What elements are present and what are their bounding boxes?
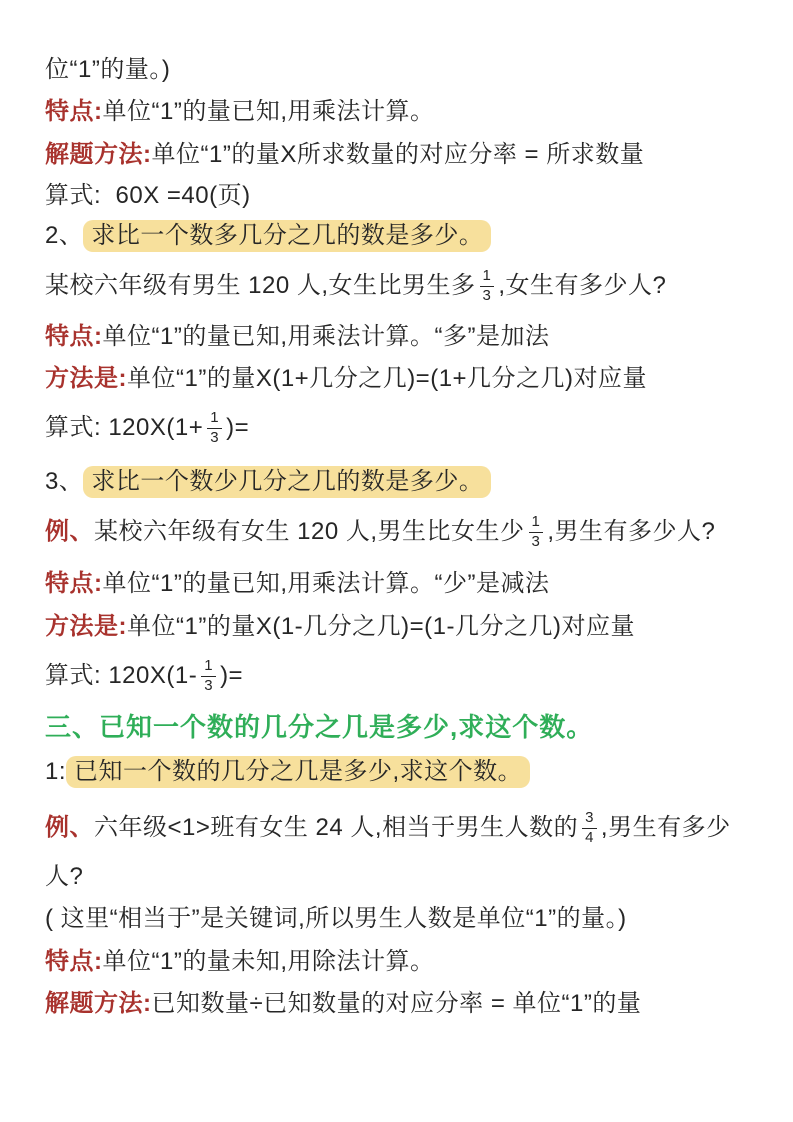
example-line-4 (45, 799, 773, 857)
feature-text: 单位“1”的量已知,用乘法计算。 (102, 98, 435, 125)
fraction-one-third (207, 410, 222, 446)
feature-line-2 (45, 320, 773, 354)
fraction-numerator: 3 (582, 810, 597, 829)
method-text: 单位“1”的量X(1-几分之几)=(1-几分之几)对应量 (127, 613, 636, 640)
problem-text-post: ,女生有多少人? (498, 272, 667, 299)
fraction-denominator: 3 (210, 428, 220, 446)
example-text-pre: 某校六年级有女生 120 人,男生比女生少 (94, 518, 525, 545)
highlighted-title: 求比一个数多几分之几的数是多少。 (83, 220, 491, 252)
line-text: 位“1”的量。) (45, 56, 171, 83)
formula-text-post: )= (226, 414, 250, 441)
feature-line-1 (45, 95, 773, 129)
formula-line-3 (45, 647, 773, 705)
fraction-denominator: 3 (482, 286, 492, 304)
problem-text-pre: 某校六年级有男生 120 人,女生比男生多 (45, 272, 476, 299)
solution-method-text: 单位“1”的量X所求数量的对应分率 = 所求数量 (151, 141, 645, 168)
method-label: 方法是: (45, 365, 127, 392)
formula-text-pre: 算式: 120X(1+ (45, 414, 204, 441)
feature-text: 单位“1”的量已知,用乘法计算。“多”是加法 (102, 323, 550, 350)
highlighted-title: 求比一个数少几分之几的数是多少。 (83, 466, 491, 498)
formula-line-1 (45, 179, 773, 213)
subsection-title-3-1 (45, 755, 773, 789)
example-line-3 (45, 503, 773, 561)
subsection-number: 3、 (45, 468, 84, 495)
example-text-pre: 六年级<1>班有女生 24 人,相当于男生人数的 (94, 814, 579, 841)
problem-line-2 (45, 257, 773, 315)
formula-text-pre: 算式: 120X(1- (45, 662, 198, 689)
solution-method-line-2 (45, 987, 773, 1021)
feature-label: 特点: (45, 570, 103, 597)
fraction-numerator: 1 (201, 658, 216, 677)
fraction-numerator: 1 (529, 514, 544, 533)
solution-method-label: 解题方法: (45, 141, 152, 168)
note-line (45, 902, 773, 936)
fraction-three-quarters (582, 810, 597, 846)
fraction-denominator: 3 (531, 532, 541, 550)
feature-label: 特点: (45, 948, 103, 975)
feature-line-3 (45, 567, 773, 601)
example-label: 例、 (45, 814, 94, 841)
subsection-title-3 (45, 465, 773, 499)
fraction-denominator: 3 (204, 676, 214, 694)
line-text: 人? (45, 863, 84, 890)
feature-label: 特点: (45, 98, 103, 125)
subsection-number: 1: (45, 758, 67, 785)
solution-method-line-1 (45, 138, 773, 172)
text-line-wrap (45, 860, 773, 894)
method-line-3 (45, 610, 773, 644)
formula-line-2 (45, 399, 773, 457)
fraction-one-third (529, 514, 544, 550)
formula-text: 算式: 60X =40(页) (45, 182, 251, 209)
fraction-numerator: 1 (207, 410, 222, 429)
example-label: 例、 (45, 518, 94, 545)
fraction-numerator: 1 (480, 268, 495, 287)
fraction-one-third (201, 658, 216, 694)
solution-method-label: 解题方法: (45, 990, 152, 1017)
section-heading-3 (45, 710, 773, 744)
fraction-one-third (480, 268, 495, 304)
note-text: ( 这里“相当于”是关键词,所以男生人数是单位“1”的量。) (45, 905, 627, 932)
section-heading-text: 三、已知一个数的几分之几是多少,求这个数。 (45, 712, 594, 742)
feature-text: 单位“1”的量已知,用乘法计算。“少”是减法 (102, 570, 550, 597)
feature-line-4 (45, 945, 773, 979)
method-text: 单位“1”的量X(1+几分之几)=(1+几分之几)对应量 (127, 365, 648, 392)
example-text-post: ,男生有多少 (600, 814, 731, 841)
example-text-post: ,男生有多少人? (547, 518, 716, 545)
solution-method-text: 已知数量÷已知数量的对应分率 = 单位“1”的量 (151, 990, 642, 1017)
text-line-continuation (45, 53, 773, 87)
feature-label: 特点: (45, 323, 103, 350)
subsection-number: 2、 (45, 222, 84, 249)
feature-text: 单位“1”的量未知,用除法计算。 (102, 948, 435, 975)
subsection-title-2 (45, 219, 773, 253)
method-line-2 (45, 362, 773, 396)
highlighted-title: 已知一个数的几分之几是多少,求这个数。 (66, 756, 530, 788)
method-label: 方法是: (45, 613, 127, 640)
fraction-denominator: 4 (585, 828, 594, 846)
formula-text-post: )= (220, 662, 244, 689)
